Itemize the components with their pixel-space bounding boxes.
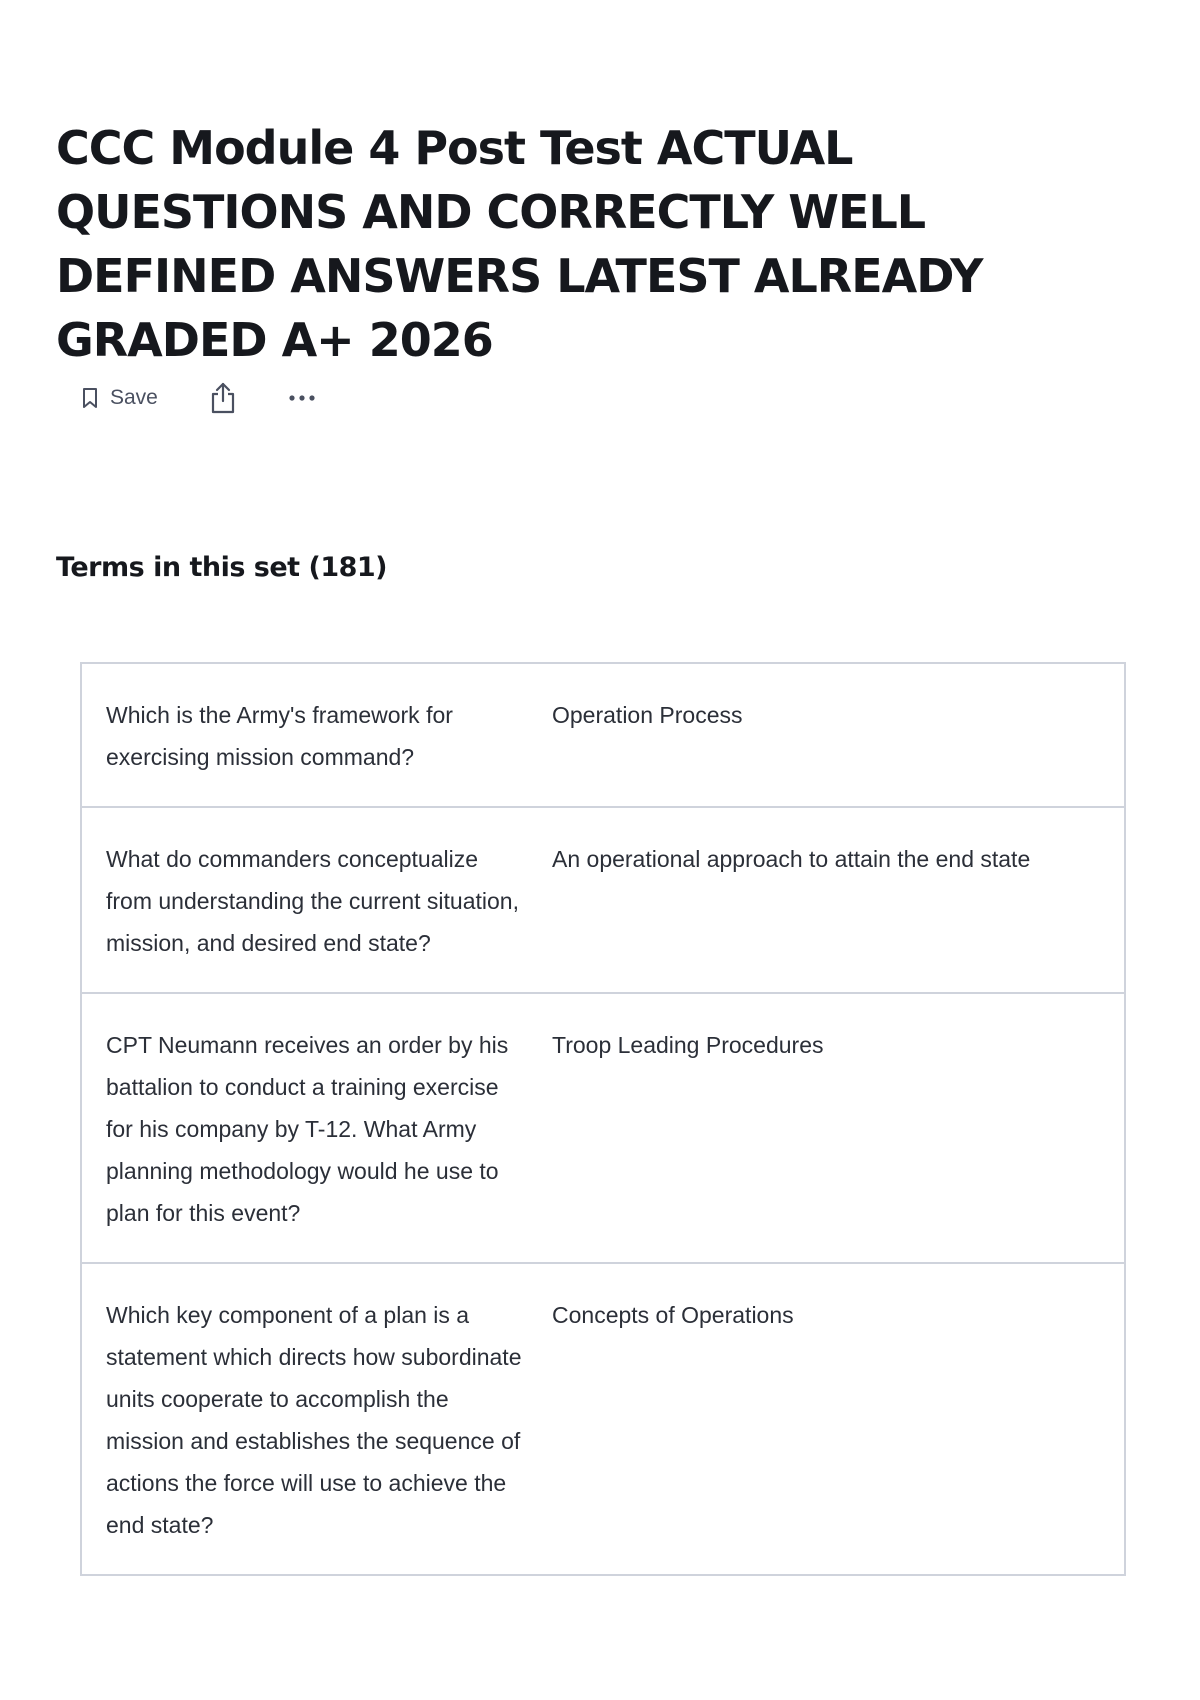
- save-label: Save: [110, 386, 158, 409]
- save-button[interactable]: [82, 386, 158, 410]
- page-title: CCC Module 4 Post Test ACTUAL QUESTIONS AND CORRECTLY WELL DEFINED ANSWERS LATEST ALREADY GRADED A+ 2026: [56, 121, 983, 367]
- share-icon: [210, 382, 236, 414]
- more-horizontal-icon: [288, 394, 316, 402]
- term-question: Which is the Army's framework for exercising mission command?: [106, 702, 453, 770]
- term-row[interactable]: [82, 664, 1124, 806]
- term-answer: Troop Leading Procedures: [552, 1032, 824, 1058]
- term-question: CPT Neumann receives an order by his battalion to conduct a training exercise for his company by T-12. What Army planning methodology would he use to plan for this event?: [106, 1032, 509, 1226]
- term-question: Which key component of a plan is a statement which directs how subordinate units cooperate to accomplish the mission and establishes the sequence of actions the force will use to achieve the end state?: [106, 1302, 522, 1538]
- term-row[interactable]: [82, 806, 1124, 992]
- term-row[interactable]: [82, 992, 1124, 1262]
- terms-table: [80, 662, 1126, 1576]
- toolbar: [82, 375, 316, 421]
- term-question: What do commanders conceptualize from understanding the current situation, mission, and desired end state?: [106, 846, 519, 956]
- term-answer: An operational approach to attain the end state: [552, 846, 1031, 872]
- terms-heading: Terms in this set (181): [56, 552, 388, 583]
- more-options-button[interactable]: [288, 394, 316, 402]
- term-row[interactable]: [82, 1262, 1124, 1574]
- term-answer: Concepts of Operations: [552, 1302, 794, 1328]
- term-answer: Operation Process: [552, 702, 743, 728]
- share-button[interactable]: [210, 382, 236, 414]
- bookmark-icon: [82, 387, 98, 409]
